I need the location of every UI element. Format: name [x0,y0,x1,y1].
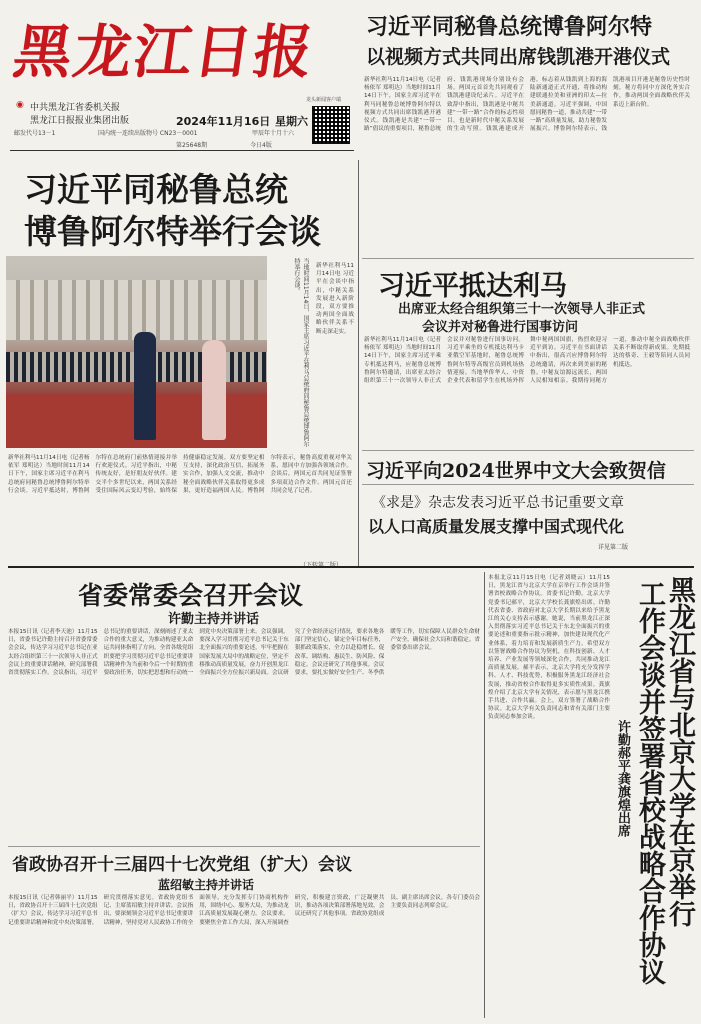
top-right-body: 新华社利马11月14日电（记者杨依军 郑明达）当地时间11月14日下午，国家主席习近平在利马同秘鲁总统博鲁阿尔特以视频方式共同出席钱凯港开港仪式。钱凯港是共建“一带一路”倡议的重要项目，秘鲁总统府、钱凯港现场分别设有会场。两国元首首先共同观看了钱凯港建设纪录片。习近平在致辞中指出，钱凯港是中秘共建“一带一路”合作的标志性项目，也是新时代中秘关系发展的生动写照。钱凯港建成开港，标志着从钱凯到上海的海陆新通道正式开通，将推动构建联通拉美和亚洲的印太—拉美新通道。习近平强调，中国愿同秘鲁一道，推动共建“一带一路”高质量发展，助力秘鲁发展振兴。博鲁阿尔特表示，钱凯港项目开港是秘鲁历史性时刻，秘方将同中方深化务实合作，推动两国全面战略伙伴关系迈上新台阶。 [364,77,690,133]
right-column-divider [484,572,485,1018]
pku-body: 本报北京11月15日电（记者刘晓云）11月15日，黑龙江省与北京大学在京举行工作会谈并签署省校战略合作协议。省委书记许勤，北京大学党委书记郝平，北京大学校长龚旗煌出席。许勤代表省委、省政府对北京大学长期以来给予黑龙江的关心支持表示感谢。她说，当前黑龙江正深入贯彻落实习近平总书记关于东北全面振兴的重要论述和重要指示批示精神，加快建设现代化产业体系，着力培育和发展新质生产力。希望双方以签署战略合作协议为契机，在科技创新、人才培养、产业发展等领域深化合作，共同推动龙江高质量发展。郝平表示，北京大学将充分发挥学科、人才、科技优势，积极服务黑龙江经济社会发展，推动省校合作取得更多实质性成果。龚旗煌介绍了北京大学有关情况，表示愿与黑龙江携手共进、合作共赢。会上，双方签署了战略合作协议。北京大学有关负责同志和省有关部门主要负责同志参加会谈。 [488,575,610,721]
person-figure-left [134,332,156,440]
cppcc-sub: 蓝绍敏主持并讲话 [158,878,255,892]
lead-side-column: 新华社利马11月14日电 习近平在会谈中指出，中秘关系发展进入新阶段，双方要推动两国全面战略伙伴关系不断走深走实。 [316,263,354,335]
top-right-headline-1: 习近平同秘鲁总统博鲁阿尔特 [366,14,653,40]
pku-headline-1: 黑龙江省与北京大学在京举行 [664,576,695,927]
issue-date: 2024年11月16日 [176,115,271,128]
pku-sub: 许勤郝平龚旗煌出席 [615,720,630,837]
party-emblem-icon: ◉ [16,100,24,110]
page-count: 今日4版 [250,142,272,149]
congrats-headline: 习近平向2024世界中文大会致贺信 [366,460,666,482]
lead-headline-1: 习近平同秘鲁总统 [24,170,288,209]
pku-headline-2: 工作会谈并签署省校战略合作协议 [634,580,665,985]
issue-weekday: 星期六 [275,115,308,128]
masthead-logo: 黑龙江日报 [9,18,319,86]
person-figure-right [202,340,226,440]
standing-headline: 省委常委会召开会议 [78,581,304,610]
lima-sub-1: 出席亚太经合组织第三十一次领导人非正式 [398,302,646,317]
qiushi-line-2: 以人口高质量发展支撑中国式现代化 [368,517,625,536]
serial-number: 国内统一连续出版物号 CN23－0001 [98,130,198,137]
qiushi-page-ref: 详见第二版 [598,544,629,551]
lead-body: 新华社利马11月14日电（记者杨依军 郑明达）当地时间11月14日下午，国家主席习近平在利马总统府同秘鲁总统博鲁阿尔特举行会谈。习近平抵达时，博鲁阿尔特在总统府门前热情迎接并举行欢迎仪式。习近平指出，中秘传统友好，是好朋友好伙伴。建交半个多世纪以来，两国关系经受住国际风云变幻考验，始终保持健康稳定发展。双方要坚定相互支持，深化政治互信，拓展务实合作，加强人文交流，推动中秘全面战略伙伴关系取得更多成果，更好造福两国人民。博鲁阿尔特表示，秘鲁高度重视对华关系，愿同中方加强各领域合作。会谈后，两国元首共同见证签署多项双边合作文件。两国元首还共同会见了记者。 [8,455,352,494]
qr-label: 龙头新闻客户端 [306,97,342,103]
lead-photo [6,256,267,448]
lead-headline-2: 博鲁阿尔特举行会谈 [24,212,321,251]
publisher: 黑龙江日报报业集团出版 [30,116,130,126]
masthead-rule [10,150,354,151]
top-right-headline-2: 以视频方式共同出席钱凯港开港仪式 [366,46,671,68]
lima-headline: 习近平抵达利马 [378,271,567,302]
qr-code[interactable] [312,106,350,144]
lima-body: 新华社利马11月14日电（记者杨依军 郑明达）当地时间11月14日下午，国家主席习近平乘专机抵达利马，应秘鲁总统博鲁阿尔特邀请，出席亚太经合组织第三十一次领导人非正式会议并对秘鲁进行国事访问。习近平乘坐的专机抵达利马卡亚俄空军基地时，秘鲁总统博鲁阿尔特等高级官员到机场热情迎接。当地华侨华人、中资企业代表和留学生在机场外挥舞中秘两国国旗，热烈欢迎习近平到访。习近平在书面讲话中指出，很高兴应博鲁阿尔特总统邀请，再次来到美丽的秘鲁。中秘友谊源远流长，两国人民相知相亲。我期待同秘方一道，推动中秘全面战略伙伴关系不断取得新成果。先期抵达的蔡奇、王毅等陪同人员同机抵达。 [364,337,690,385]
qiushi-line-1: 《求是》杂志发表习近平总书记重要文章 [372,495,624,511]
cppcc-headline: 省政协召开十三届四十七次党组（扩大）会议 [12,855,352,875]
party-organ: 中共黑龙江省委机关报 [30,103,121,113]
section-rule [8,566,694,568]
column-divider [358,160,359,568]
standing-sub: 许勤主持并讲话 [168,612,260,627]
top-right-rule [362,258,694,259]
lead-photo-caption: 当地时间11月14日，国家主席习近平在利马总统府同秘鲁总统博鲁阿尔特举行会谈。 [293,258,309,448]
lima-rule [362,450,694,451]
lima-sub-2: 会议并对秘鲁进行国事访问 [422,320,579,335]
standing-body: 本报15日讯（记者李天池）11月15日，省委书记许勤主持召开省委常委会会议，传达学习习近平总书记在亚太经合组织第三十一次领导人非正式会议上的重要讲话精神，研究部署我省贯彻落实工作。会议指出，习近平总书记的重要讲话，深刻阐述了亚太合作的重大意义，为推动构建亚太命运共同体指明了方向。全省各级党组织要把学习贯彻习近平总书记重要讲话精神作为当前和今后一个时期的重要政治任务，切实把思想和行动统一到党中央决策部署上来。会议强调，要深入学习贯彻习近平总书记关于东北全面振兴的重要论述，牢牢把握在国家发展大局中的战略定位，坚定不移推动高质量发展，奋力开创黑龙江全面振兴全方位振兴新局面。会议研究了全省经济运行情况，要求各地各部门坚定信心，锚定全年目标任务，狠抓政策落实，全力以赴稳增长、促改革、调结构、惠民生、防风险、保稳定。会议还研究了其他事项。会议要求，要扎实做好安全生产、冬季供暖等工作，切实保障人民群众生命财产安全，确保社会大局和谐稳定。省委常委出席会议。 [8,629,480,677]
cppcc-body: 本报15日讯（记者韩丽平）11月15日，省政协召开十三届四十七次党组（扩大）会议，传达学习习近平总书记重要讲话精神和党中央决策部署，研究贯彻落实意见。省政协党组书记、主席蓝绍敏主持并讲话。会议指出，要深刻领会习近平总书记重要讲话精神，坚持党对人民政协工作的全面领导，充分发挥专门协商机构作用，围绕中心、服务大局，为推动龙江高质量发展凝心聚力。会议要求，要聚焦全省工作大局，深入开展调查研究，积极建言资政，广泛凝聚共识，推动各项决策部署落地见效。会议还研究了其他事项。省政协党组成员、副主席出席会议。各专门委员会主要负责同志列席会议。 [8,895,480,926]
congrats-rule [362,484,694,485]
building-facade [6,280,267,340]
lunar-date: 甲辰年十月十六 [252,130,295,137]
issue-number: 第25648期 [176,142,208,149]
postal-code: 邮发代号13－1 [14,130,56,137]
standing-rule [8,846,480,847]
